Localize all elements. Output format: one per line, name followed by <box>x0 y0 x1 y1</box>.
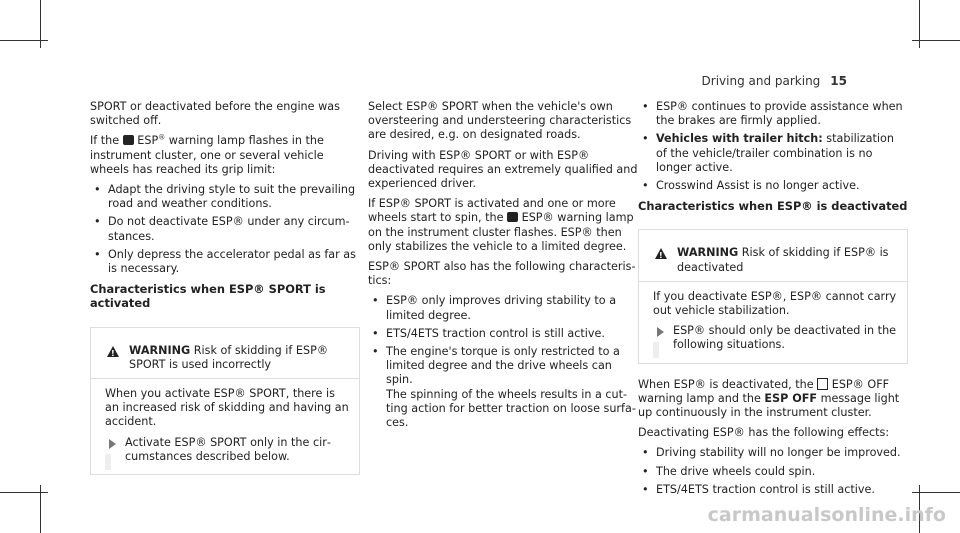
text: If ESP® SPORT is activated and one or more wheels start to spin, the <box>368 197 616 225</box>
text: The engine's torque is only restricted to a limited degree and the drive wheels can spin. <box>386 345 620 387</box>
step-text: ESP® should only be deactivated in the following situations. <box>673 324 897 352</box>
warning-box <box>638 229 908 363</box>
paragraph: SPORT or deactivated before the engine was switched off. <box>90 100 340 128</box>
list-item: • ETS/4ETS traction control is still active. <box>368 327 638 341</box>
arrow-right-icon <box>109 439 116 449</box>
bold-label: Vehicles with trailer hitch: <box>656 132 823 146</box>
text: warning lamp flashes in the instrument cluster, one or several vehicle wheels has reached its grip limit: <box>90 134 324 176</box>
text: stabilization of the vehicle/trailer combination is no longer active. <box>656 132 894 174</box>
text: message light up continuously in the instrument cluster. <box>638 391 900 420</box>
text: ESP® OFF warning lamp and the <box>638 377 890 405</box>
warning-title: WARNING <box>677 246 739 260</box>
paragraph: Driving with ESP® SPORT or with ESP® deactivated requires an extremely qualified and experienced driver. <box>368 148 638 191</box>
bullet-list <box>638 446 908 497</box>
esp-car-icon <box>507 212 518 222</box>
text: If the <box>90 134 120 148</box>
warning-body <box>91 379 359 474</box>
paragraph: ESP® SPORT also has the following characteristics: <box>368 260 636 288</box>
warning-triangle-icon <box>655 248 667 259</box>
list-item: • ESP® continues to provide assistance when the brakes are firmly applied. <box>638 100 908 128</box>
warning-header <box>639 230 907 281</box>
list-item: • The drive wheels could spin. <box>638 465 908 479</box>
text: ESP® warning lamp on the instrument cluster flashes. ESP® then only stabilizes the vehicle to a limited degree. <box>368 211 634 253</box>
column-3 <box>638 100 908 503</box>
list-item <box>638 132 908 175</box>
bullet-list <box>368 294 638 430</box>
paragraph: Deactivating ESP® has the following effects: <box>638 426 890 440</box>
warning-body <box>639 282 907 363</box>
esp-off-icon <box>817 378 828 390</box>
section-heading: Characteristics when ESP® SPORT is activated <box>90 282 326 311</box>
warning-paragraph: When you activate ESP® SPORT, there is an increased risk of skidding and having an accident. <box>105 387 349 429</box>
paragraph <box>90 134 360 177</box>
text: When ESP® is deactivated, the <box>638 377 814 391</box>
crop-mark-tr-h <box>912 40 960 41</box>
warning-header <box>91 328 359 379</box>
arrow-right-icon <box>657 327 664 337</box>
sub-paragraph: The spinning of the wheels results in a cutting action for better traction on loose surfaces. <box>386 387 636 430</box>
warning-head-text: Risk of skidding if ESP® is deactivated <box>677 246 889 274</box>
warning-text <box>129 344 349 372</box>
bold-text: ESP OFF <box>764 391 817 405</box>
list-item: • Only depress the accelerator pedal as far as is necessary. <box>90 248 360 276</box>
registered-mark: ® <box>158 133 166 142</box>
column-2 <box>368 100 638 436</box>
step-bar <box>653 342 659 358</box>
warning-triangle-icon <box>107 346 119 357</box>
warning-text <box>677 246 897 274</box>
page-number: 15 <box>830 74 847 88</box>
page-header <box>702 74 847 88</box>
step-bar <box>105 454 111 470</box>
bullet-list <box>90 183 360 276</box>
list-item: • ETS/4ETS traction control is still active. <box>638 483 908 497</box>
section-heading: Characteristics when ESP® is deactivated <box>638 199 908 214</box>
text: ESP <box>137 134 159 148</box>
action-step <box>653 324 897 352</box>
crop-mark-br-h <box>912 492 960 493</box>
section-title: Driving and parking <box>701 74 821 88</box>
paragraph: Select ESP® SPORT when the vehicle's own oversteering and understeering characteristics are desired, e.g. on designated roads. <box>368 100 632 142</box>
watermark: carmanualsonline.info <box>707 504 946 526</box>
warning-head-text: Risk of skidding if ESP® SPORT is used incorrectly <box>129 343 329 371</box>
column-1 <box>90 100 360 475</box>
warning-box <box>90 327 360 475</box>
list-item <box>368 345 638 430</box>
crop-mark-bl-h <box>0 492 48 493</box>
bullet-list <box>638 100 908 193</box>
paragraph <box>638 378 908 421</box>
action-step <box>105 436 349 464</box>
paragraph <box>368 197 638 254</box>
warning-title: WARNING <box>129 343 191 357</box>
list-item: • Adapt the driving style to suit the prevailing road and weather conditions. <box>90 183 360 211</box>
list-item: • ESP® only improves driving stability to a limited degree. <box>368 294 638 322</box>
step-text: Activate ESP® SPORT only in the circumstances described below. <box>125 435 331 463</box>
esp-car-icon <box>123 135 134 145</box>
list-item: • Crosswind Assist is no longer active. <box>638 179 908 193</box>
crop-mark-tl-h <box>0 40 48 41</box>
list-item: • Driving stability will no longer be improved. <box>638 446 908 460</box>
warning-paragraph: If you deactivate ESP®, ESP® cannot carry out vehicle stabilization. <box>653 289 897 318</box>
list-item: • Do not deactivate ESP® under any circumstances. <box>90 215 360 243</box>
